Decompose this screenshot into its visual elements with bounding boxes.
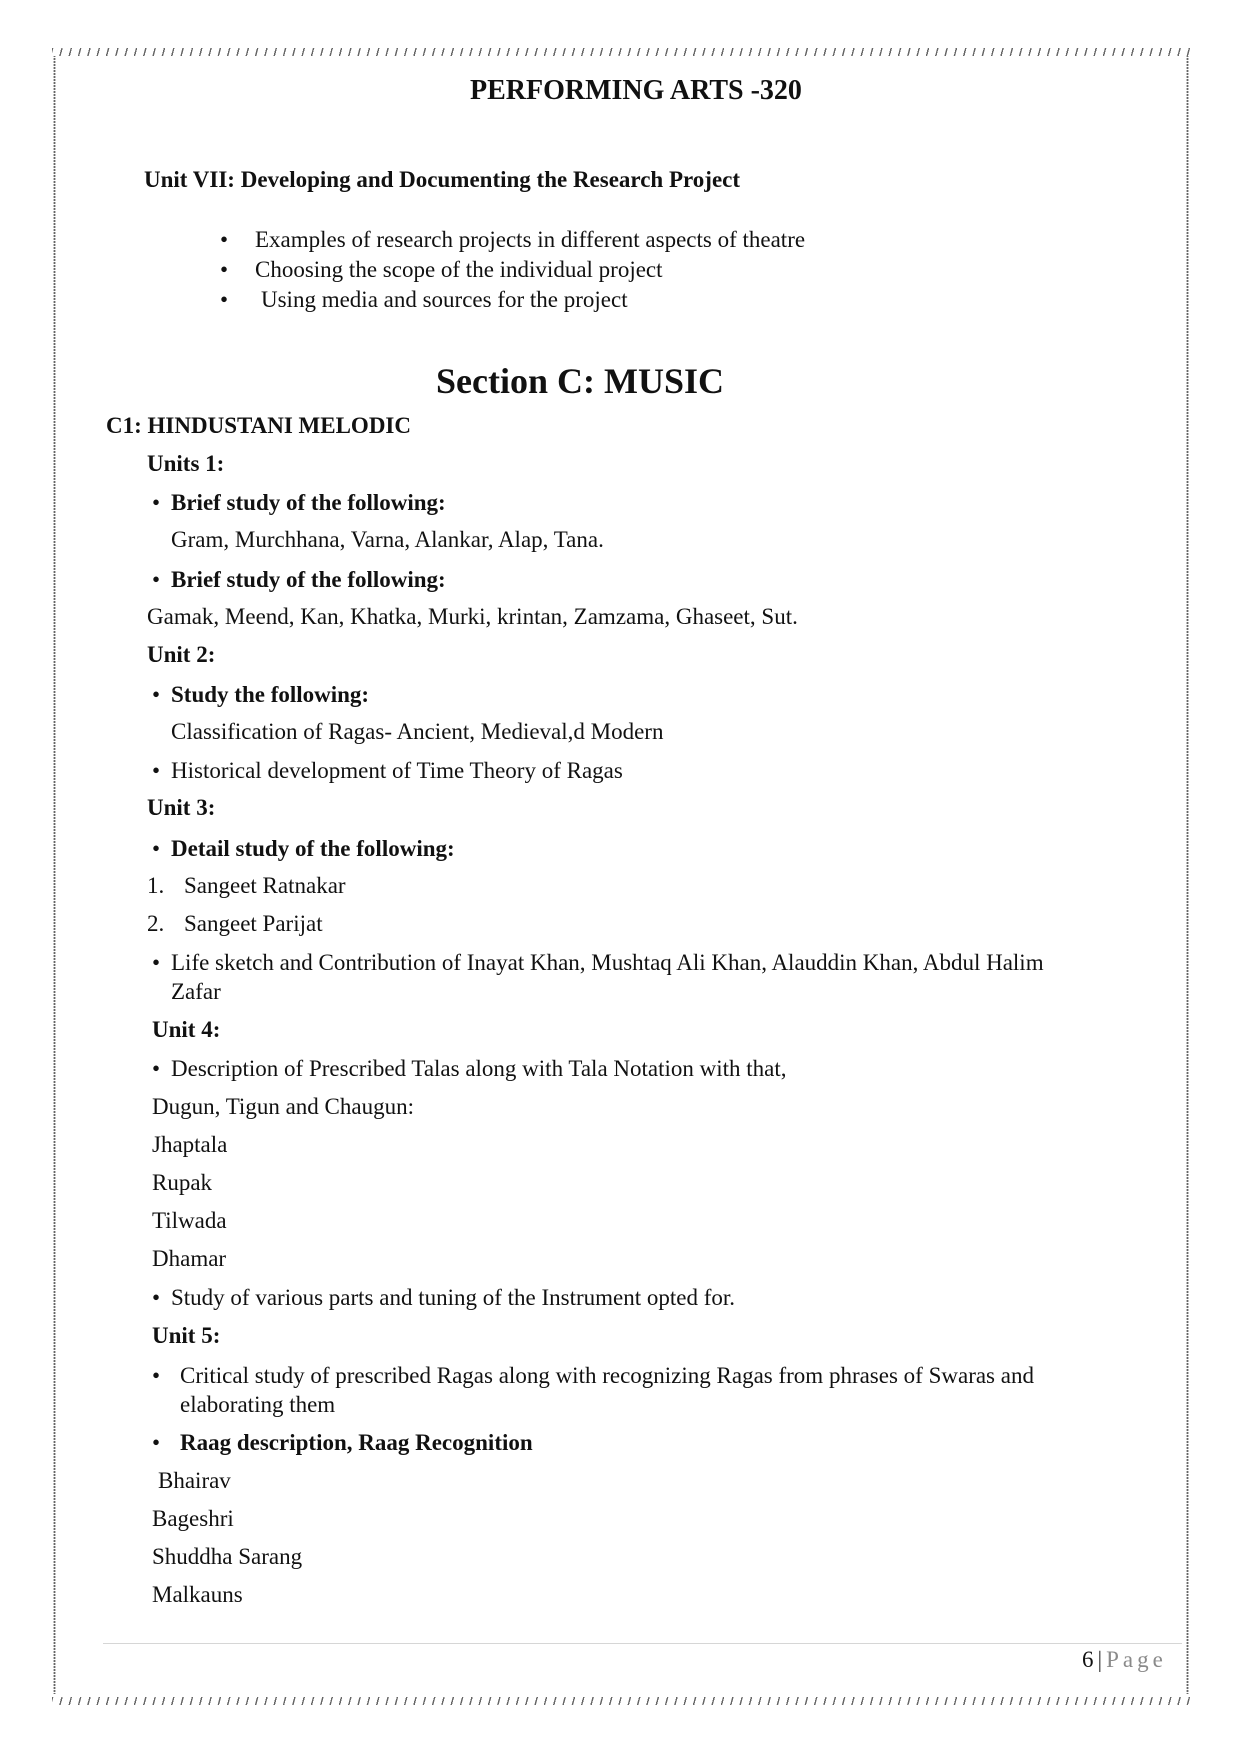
unit5-item2-label: Raag description, Raag Recognition — [180, 1430, 533, 1455]
unit3-num-2: 2. — [147, 911, 165, 936]
unit3-num-1: 1. — [147, 873, 165, 898]
tala-item: Jhaptala — [152, 1132, 228, 1157]
page-border-right — [1185, 56, 1190, 1694]
bullet-icon: • — [152, 490, 161, 515]
unit4-item1-text: Description of Prescribed Talas along with Tala Notation with that, — [171, 1056, 787, 1081]
bullet-icon: • — [220, 227, 229, 252]
unit5-item1-line1: Critical study of prescribed Ragas along with recognizing Ragas from phrases of Swaras and — [180, 1363, 1034, 1388]
unit1-item2-text: Gamak, Meend, Kan, Khatka, Murki, krintan, Zamzama, Ghaseet, Sut. — [147, 604, 798, 629]
tala-item: Tilwada — [152, 1208, 227, 1233]
unit5-heading: Unit 5: — [152, 1323, 221, 1348]
tala-item: Dhamar — [152, 1246, 227, 1271]
unit2-heading: Unit 2: — [147, 642, 216, 667]
bullet-icon: • — [152, 836, 161, 861]
unit4-item2-text: Study of various parts and tuning of the Instrument opted for. — [171, 1285, 736, 1310]
unit5-item1-line2: elaborating them — [180, 1392, 336, 1417]
page-border-left — [52, 56, 57, 1694]
unit3-heading: Unit 3: — [147, 795, 216, 820]
unit7-bullet-3: Using media and sources for the project — [261, 287, 628, 312]
bullet-icon: • — [152, 1430, 161, 1455]
raga-item: Bageshri — [152, 1506, 234, 1531]
page-border-top — [52, 48, 1190, 56]
tala-item: Rupak — [152, 1170, 213, 1195]
bullet-icon: • — [152, 1363, 161, 1388]
unit2-item2-text: Historical development of Time Theory of Ragas — [171, 758, 623, 783]
unit3-num-2-text: Sangeet Parijat — [184, 911, 323, 936]
unit3-life-line1: Life sketch and Contribution of Inayat Khan, Mushtaq Ali Khan, Alauddin Khan, Abdul Halim — [171, 950, 1044, 975]
footer-separator: | — [1097, 1647, 1103, 1672]
bullet-icon: • — [152, 1056, 161, 1081]
unit3-item1-label: Detail study of the following: — [171, 836, 455, 861]
unit7-bullet-2: Choosing the scope of the individual project — [255, 257, 663, 282]
unit2-item1-label: Study the following: — [171, 682, 370, 707]
unit3-life-line2: Zafar — [171, 979, 221, 1004]
unit1-item2-label: Brief study of the following: — [171, 567, 446, 592]
page-footer — [1082, 1646, 1167, 1674]
bullet-icon: • — [152, 758, 161, 783]
page-border-bottom — [52, 1697, 1190, 1705]
raga-item: Bhairav — [158, 1468, 231, 1493]
unit1-item1-label: Brief study of the following: — [171, 490, 446, 515]
unit7-bullet-1: Examples of research projects in different aspects of theatre — [255, 227, 806, 252]
bullet-icon: • — [152, 567, 161, 592]
page-label: Page — [1106, 1647, 1167, 1672]
unit7-heading: Unit VII: Developing and Documenting the Research Project — [144, 167, 741, 192]
bullet-icon: • — [220, 287, 229, 312]
raga-item: Shuddha Sarang — [152, 1544, 303, 1569]
unit4-item1-sub: Dugun, Tigun and Chaugun: — [152, 1094, 414, 1119]
bullet-icon: • — [152, 1285, 161, 1310]
bullet-icon: • — [220, 257, 229, 282]
document-title: PERFORMING ARTS -320 — [470, 75, 802, 106]
section-title: Section C: MUSIC — [436, 361, 724, 401]
unit2-item1-text: Classification of Ragas- Ancient, Medieval,d Modern — [171, 719, 664, 744]
bullet-icon: • — [152, 682, 161, 707]
unit4-heading: Unit 4: — [152, 1017, 221, 1042]
raga-item: Malkauns — [152, 1582, 243, 1607]
bullet-icon: • — [152, 950, 161, 975]
page-number: 6 — [1082, 1647, 1094, 1672]
unit1-item1-text: Gram, Murchhana, Varna, Alankar, Alap, Tana. — [171, 527, 604, 552]
unit1-heading: Units 1: — [147, 451, 225, 476]
footer-rule — [103, 1643, 1182, 1644]
section-subtitle: C1: HINDUSTANI MELODIC — [106, 413, 411, 438]
unit3-num-1-text: Sangeet Ratnakar — [184, 873, 346, 898]
